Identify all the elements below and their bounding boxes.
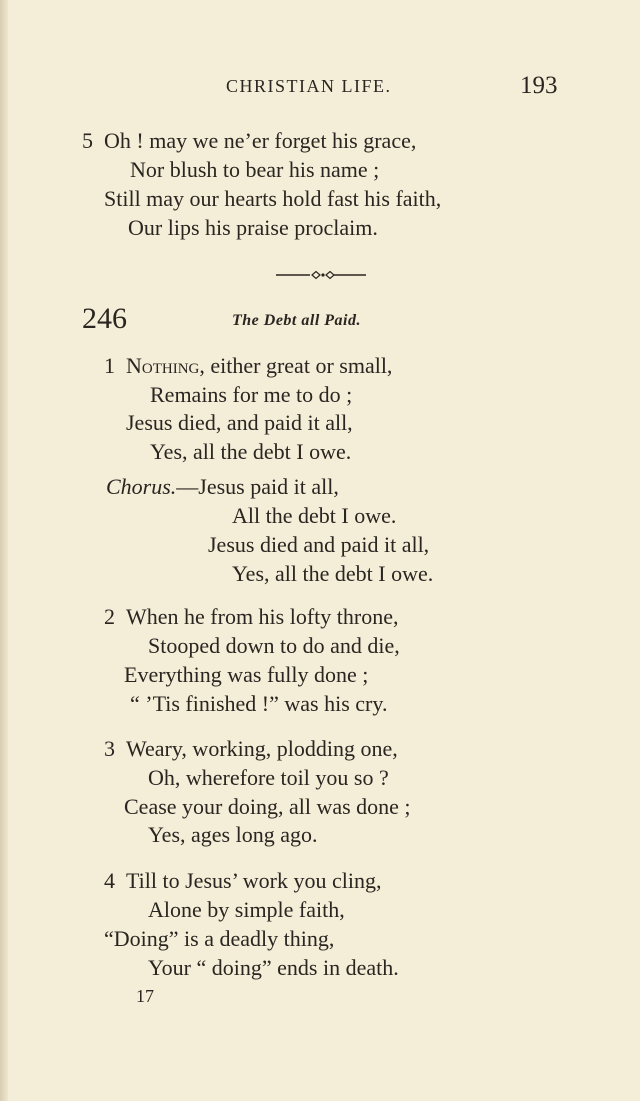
verse-text: Weary, working, plodding one, bbox=[126, 736, 398, 761]
verse-line: “ ’Tis finished !” was his cry. bbox=[130, 691, 388, 716]
verse-line: Yes, ages long ago. bbox=[148, 822, 318, 847]
chorus-line: Jesus died and paid it all, bbox=[208, 532, 430, 557]
verse-line bbox=[104, 604, 399, 630]
chorus-line: Yes, all the debt I owe. bbox=[232, 561, 434, 586]
verse-line: Our lips his praise proclaim. bbox=[128, 215, 378, 240]
verse-line: Your “ doing” ends in death. bbox=[148, 955, 399, 980]
stanza-number: 3 bbox=[104, 736, 115, 761]
verse-line: Yes, all the debt I owe. bbox=[150, 439, 352, 464]
verse-text: When he from his lofty throne, bbox=[126, 604, 399, 629]
verse-line: “Doing” is a deadly thing, bbox=[104, 926, 335, 951]
page-spine-shadow bbox=[0, 0, 8, 1101]
verse-text: either great or small, bbox=[204, 353, 393, 378]
verse-line: Jesus died, and paid it all, bbox=[126, 410, 353, 435]
verse-text: Till to Jesus’ work you cling, bbox=[126, 868, 382, 893]
signature-mark: 17 bbox=[136, 986, 154, 1006]
verse-first-word: Nothing, bbox=[126, 353, 205, 378]
stanza-number: 5 bbox=[82, 128, 93, 153]
stanza-number: 1 bbox=[104, 353, 115, 378]
chorus-line: All the debt I owe. bbox=[232, 503, 397, 528]
verse-line bbox=[82, 128, 416, 154]
verse-text: Oh ! may we ne’er forget his grace, bbox=[104, 128, 417, 153]
verse-line: Oh, wherefore toil you so ? bbox=[148, 765, 389, 790]
verse-line: Cease your doing, all was done ; bbox=[124, 794, 411, 819]
stanza-number: 4 bbox=[104, 868, 115, 893]
running-title: CHRISTIAN LIFE. bbox=[226, 76, 392, 96]
page-number: 193 bbox=[520, 72, 558, 99]
verse-line: Stooped down to do and die, bbox=[148, 633, 400, 658]
verse-line: Alone by simple faith, bbox=[148, 897, 345, 922]
verse-line: Still may our hearts hold fast his faith, bbox=[104, 186, 442, 211]
verse-line bbox=[104, 736, 398, 762]
verse-line: Remains for me to do ; bbox=[150, 382, 353, 407]
chorus-line bbox=[106, 474, 339, 500]
stanza-number: 2 bbox=[104, 604, 115, 629]
verse-line: Everything was fully done ; bbox=[124, 662, 369, 687]
hymn-number: 246 bbox=[82, 302, 127, 335]
page-header bbox=[0, 72, 640, 102]
chorus-label: Chorus. bbox=[106, 474, 177, 499]
verse-text: —Jesus paid it all, bbox=[176, 474, 339, 499]
ornament-divider bbox=[276, 268, 366, 282]
verse-line bbox=[104, 868, 381, 894]
hymn-title: The Debt all Paid. bbox=[232, 312, 361, 329]
verse-line bbox=[104, 353, 392, 379]
verse-line: Nor blush to bear his name ; bbox=[130, 157, 380, 182]
